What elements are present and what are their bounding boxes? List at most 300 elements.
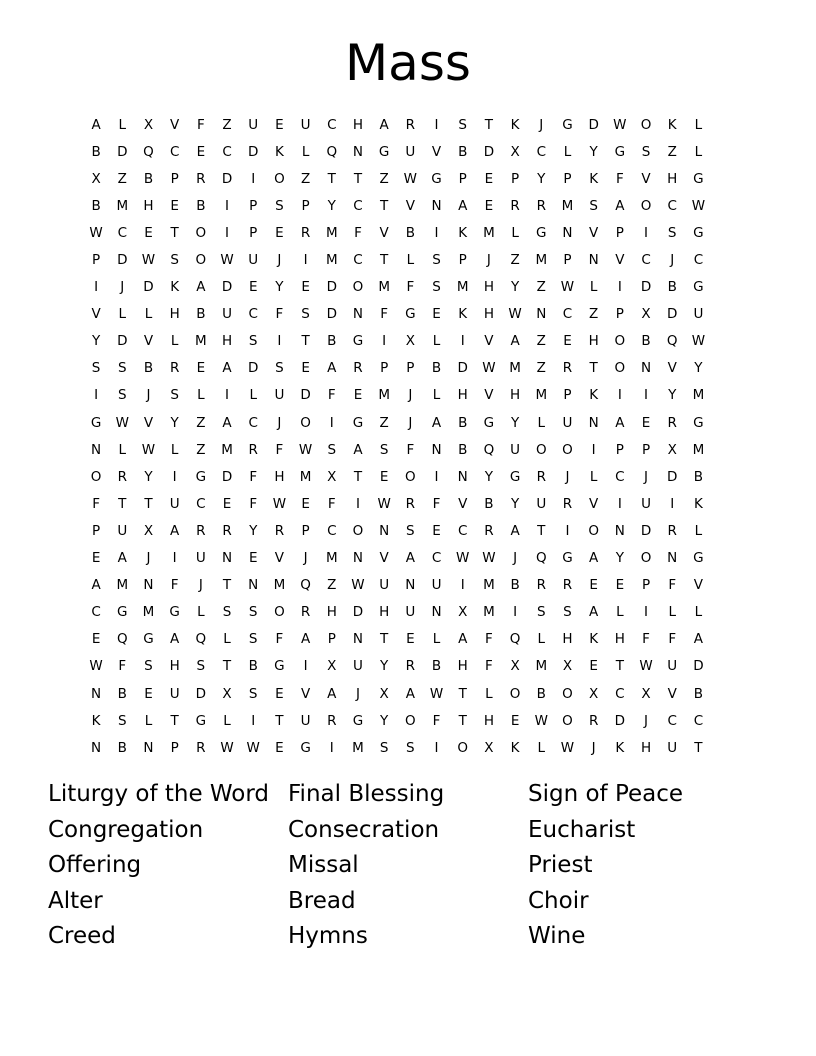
grid-letter: A	[405, 550, 415, 567]
grid-letter: C	[169, 143, 180, 160]
grid-letter: O	[274, 604, 285, 621]
grid-letter: S	[641, 143, 651, 160]
grid-letter: Y	[510, 414, 520, 431]
grid-letter: L	[537, 631, 546, 648]
grid-letter: I	[94, 387, 99, 404]
grid-letter: U	[353, 658, 363, 675]
grid-letter: I	[617, 495, 622, 512]
grid-letter: Z	[536, 279, 546, 296]
grid-letter: L	[589, 468, 598, 485]
grid-letter: I	[644, 604, 649, 621]
grid-letter: V	[379, 550, 389, 567]
grid-letter: N	[588, 252, 599, 269]
grid-letter: G	[509, 468, 521, 485]
grid-letter: Y	[170, 414, 179, 431]
grid-letter: F	[249, 468, 258, 485]
grid-row	[83, 409, 733, 436]
grid-letter: N	[588, 414, 599, 431]
grid-letter: V	[458, 495, 468, 512]
grid-letter: S	[91, 360, 101, 377]
grid-letter: J	[146, 550, 151, 567]
grid-letter: A	[431, 414, 442, 431]
grid-letter: C	[693, 712, 704, 729]
grid-letter: F	[406, 441, 415, 458]
grid-letter: G	[117, 604, 128, 621]
grid-letter: G	[195, 468, 207, 485]
grid-letter: B	[431, 658, 442, 675]
grid-letter: C	[91, 604, 101, 621]
grid-letter: P	[458, 252, 467, 269]
grid-letter: I	[303, 252, 308, 269]
grid-letter: R	[248, 441, 258, 458]
grid-letter: P	[92, 522, 101, 539]
grid-letter: S	[327, 441, 337, 458]
grid-letter: V	[667, 685, 677, 702]
grid-letter: S	[275, 197, 284, 214]
grid-letter: G	[405, 306, 416, 323]
grid-letter: E	[432, 522, 441, 539]
grid-letter: J	[644, 712, 649, 729]
grid-letter: J	[146, 387, 151, 404]
grid-letter: X	[458, 604, 468, 621]
grid-letter: G	[693, 170, 704, 187]
grid-letter: L	[537, 414, 546, 431]
grid-letter: R	[300, 224, 311, 241]
grid-letter: N	[143, 739, 154, 756]
grid-letter: R	[196, 522, 206, 539]
grid-letter: X	[143, 116, 154, 133]
grid-letter: F	[485, 658, 493, 675]
grid-letter: T	[353, 170, 363, 187]
grid-letter: A	[379, 116, 389, 133]
grid-letter: G	[562, 116, 573, 133]
grid-letter: Q	[535, 550, 547, 567]
grid-letter: M	[535, 658, 548, 675]
grid-letter: C	[248, 414, 258, 431]
grid-letter: A	[589, 604, 599, 621]
grid-letter: G	[352, 414, 364, 431]
grid-letter: X	[510, 658, 520, 675]
grid-letter: N	[614, 522, 625, 539]
grid-letter: T	[458, 685, 467, 702]
grid-letter: N	[248, 577, 259, 594]
grid-letter: G	[693, 279, 704, 296]
grid-letter: V	[170, 116, 180, 133]
grid-letter: M	[273, 577, 286, 594]
grid-letter: S	[248, 604, 258, 621]
grid-letter: Y	[510, 279, 520, 296]
grid-letter: D	[221, 468, 233, 485]
grid-letter: S	[222, 604, 232, 621]
grid-letter: S	[458, 116, 467, 133]
word-list	[48, 777, 788, 955]
grid-row	[83, 219, 733, 246]
grid-letter: R	[562, 360, 573, 377]
word-list-item: Consecration	[288, 816, 440, 843]
grid-letter: S	[275, 360, 284, 377]
grid-letter: I	[460, 577, 465, 594]
grid-row	[83, 274, 733, 301]
grid-letter: L	[432, 387, 441, 404]
grid-letter: F	[432, 495, 441, 512]
grid-letter: W	[220, 739, 234, 756]
grid-letter: E	[248, 550, 258, 567]
grid-letter: R	[667, 522, 677, 539]
grid-letter: B	[248, 658, 258, 675]
grid-letter: L	[432, 631, 441, 648]
grid-letter: Q	[143, 143, 154, 160]
grid-letter: Y	[380, 658, 389, 675]
grid-letter: J	[486, 252, 491, 269]
grid-letter: M	[509, 360, 521, 377]
grid-letter: E	[91, 550, 101, 567]
grid-letter: W	[141, 252, 156, 269]
grid-letter: F	[275, 306, 284, 323]
grid-letter: B	[117, 739, 127, 756]
grid-letter: E	[301, 495, 310, 512]
grid-letter: P	[92, 252, 101, 269]
grid-letter: G	[300, 739, 311, 756]
grid-letter: T	[222, 577, 232, 594]
grid-letter: W	[141, 441, 156, 458]
grid-letter: L	[511, 224, 519, 241]
grid-letter: A	[353, 441, 363, 458]
grid-letter: J	[355, 685, 360, 702]
grid-letter: D	[667, 468, 678, 485]
grid-letter: G	[693, 550, 704, 567]
grid-letter: L	[118, 116, 127, 133]
grid-letter: W	[89, 224, 103, 241]
grid-letter: G	[614, 143, 626, 160]
grid-letter: T	[484, 116, 494, 133]
grid-letter: A	[170, 631, 180, 648]
grid-letter: O	[614, 333, 626, 350]
grid-letter: M	[195, 333, 207, 350]
grid-letter: A	[91, 577, 101, 594]
grid-letter: D	[352, 604, 364, 621]
grid-letter: B	[667, 279, 677, 296]
grid-letter: V	[589, 224, 599, 241]
grid-letter: H	[457, 658, 468, 675]
grid-letter: E	[275, 739, 284, 756]
grid-letter: V	[143, 414, 154, 431]
grid-letter: B	[641, 333, 651, 350]
grid-letter: I	[172, 468, 177, 485]
grid-letter: U	[117, 522, 128, 539]
grid-letter: S	[536, 604, 546, 621]
grid-letter: C	[353, 197, 363, 214]
grid-letter: E	[196, 143, 206, 160]
grid-letter: L	[616, 604, 624, 621]
grid-letter: M	[325, 224, 338, 241]
grid-letter: D	[195, 685, 207, 702]
grid-letter: S	[248, 333, 258, 350]
grid-letter: M	[116, 577, 129, 594]
grid-letter: U	[405, 143, 416, 160]
grid-letter: O	[535, 441, 547, 458]
grid-letter: X	[405, 333, 415, 350]
grid-letter: L	[301, 143, 310, 160]
grid-letter: D	[614, 712, 626, 729]
grid-letter: O	[640, 116, 652, 133]
grid-letter: V	[484, 387, 494, 404]
grid-letter: L	[223, 631, 231, 648]
grid-letter: R	[327, 712, 337, 729]
grid-letter: M	[325, 550, 338, 567]
grid-row	[83, 463, 733, 490]
grid-letter: K	[510, 739, 520, 756]
grid-letter: N	[379, 522, 390, 539]
grid-letter: M	[483, 604, 495, 621]
grid-letter: T	[301, 333, 310, 350]
grid-letter: L	[170, 333, 179, 350]
grid-letter: X	[91, 170, 101, 187]
grid-letter: P	[301, 522, 310, 539]
grid-letter: H	[483, 279, 494, 296]
grid-letter: F	[249, 495, 258, 512]
grid-letter: F	[327, 387, 336, 404]
grid-letter: I	[670, 495, 675, 512]
grid-letter: I	[251, 170, 256, 187]
grid-letter: X	[484, 739, 494, 756]
grid-letter: I	[225, 387, 230, 404]
grid-letter: O	[195, 252, 207, 269]
grid-letter: S	[667, 224, 677, 241]
grid-letter: I	[644, 224, 649, 241]
grid-letter: N	[91, 685, 102, 702]
grid-letter: E	[301, 360, 310, 377]
grid-letter: F	[92, 495, 100, 512]
grid-letter: M	[535, 387, 548, 404]
grid-letter: E	[91, 631, 101, 648]
grid-row	[83, 111, 733, 138]
grid-letter: V	[300, 685, 311, 702]
grid-letter: Z	[379, 170, 389, 187]
grid-letter: U	[693, 306, 704, 323]
grid-letter: N	[352, 306, 364, 323]
grid-letter: K	[458, 224, 468, 241]
grid-letter: U	[195, 550, 206, 567]
grid-letter: M	[456, 279, 469, 296]
grid-letter: P	[327, 631, 336, 648]
word-list-item: Offering	[48, 852, 142, 878]
grid-letter: G	[195, 712, 207, 729]
grid-letter: H	[143, 197, 154, 214]
grid-letter: V	[693, 577, 704, 594]
grid-letter: V	[405, 197, 415, 214]
grid-letter: I	[277, 333, 282, 350]
grid-letter: I	[329, 739, 334, 756]
grid-letter: P	[511, 170, 520, 187]
grid-letter: R	[510, 197, 520, 214]
grid-letter: P	[563, 387, 572, 404]
grid-letter: O	[614, 360, 626, 377]
word-list-item: Liturgy of the Word	[48, 781, 270, 807]
grid-letter: X	[562, 658, 573, 675]
grid-letter: C	[615, 468, 625, 485]
grid-row	[83, 436, 733, 463]
grid-letter: R	[405, 658, 416, 675]
grid-letter: Y	[380, 712, 389, 729]
grid-letter: A	[510, 522, 520, 539]
grid-letter: O	[640, 197, 652, 214]
grid-letter: V	[641, 170, 651, 187]
grid-letter: H	[562, 631, 573, 648]
grid-letter: I	[225, 224, 230, 241]
grid-letter: G	[562, 550, 573, 567]
grid-letter: D	[588, 116, 599, 133]
grid-letter: T	[380, 252, 389, 269]
grid-letter: F	[432, 712, 441, 729]
grid-letter: I	[617, 387, 622, 404]
grid-letter: Y	[589, 143, 598, 160]
grid-letter: W	[508, 306, 522, 323]
grid-letter: X	[589, 685, 599, 702]
grid-letter: B	[196, 306, 206, 323]
grid-letter: H	[379, 604, 390, 621]
grid-letter: S	[432, 279, 441, 296]
grid-row	[83, 626, 733, 653]
grid-letter: U	[300, 116, 311, 133]
grid-letter: X	[143, 522, 154, 539]
grid-letter: W	[115, 414, 129, 431]
grid-letter: L	[144, 712, 153, 729]
grid-letter: B	[510, 577, 520, 594]
grid-letter: L	[118, 441, 127, 458]
grid-letter: F	[668, 577, 677, 594]
grid-letter: T	[458, 712, 467, 729]
grid-letter: R	[353, 360, 363, 377]
grid-letter: U	[405, 604, 416, 621]
grid-letter: W	[351, 577, 365, 594]
grid-letter: D	[221, 279, 233, 296]
grid-letter: N	[536, 306, 547, 323]
grid-letter: E	[641, 414, 651, 431]
grid-letter: E	[589, 658, 598, 675]
grid-letter: W	[482, 360, 496, 377]
grid-letter: S	[379, 441, 389, 458]
grid-letter: M	[483, 224, 495, 241]
grid-letter: G	[483, 414, 495, 431]
word-list-item: Creed	[48, 923, 116, 949]
grid-letter: F	[668, 631, 677, 648]
grid-letter: N	[431, 197, 442, 214]
grid-letter: I	[172, 550, 177, 567]
grid-letter: W	[613, 116, 627, 133]
grid-letter: H	[169, 306, 180, 323]
grid-letter: V	[379, 224, 389, 241]
grid-letter: T	[615, 658, 624, 675]
grid-letter: W	[298, 441, 313, 458]
grid-letter: I	[434, 224, 439, 241]
grid-letter: H	[352, 116, 364, 133]
grid-row	[83, 517, 733, 544]
grid-letter: D	[326, 306, 337, 323]
grid-letter: C	[222, 143, 232, 160]
grid-letter: Y	[91, 333, 101, 350]
grid-letter: B	[327, 333, 337, 350]
grid-letter: O	[274, 170, 285, 187]
grid-letter: T	[144, 495, 153, 512]
grid-letter: J	[408, 387, 413, 404]
grid-letter: K	[615, 739, 625, 756]
grid-letter: D	[640, 279, 652, 296]
grid-letter: O	[640, 550, 652, 567]
grid-letter: X	[222, 685, 232, 702]
grid-letter: W	[560, 739, 575, 756]
grid-letter: D	[457, 360, 468, 377]
grid-letter: L	[694, 522, 703, 539]
grid-letter: D	[693, 658, 704, 675]
grid-letter: T	[589, 360, 598, 377]
grid-letter: C	[327, 522, 337, 539]
grid-letter: E	[484, 170, 494, 187]
grid-letter: S	[117, 712, 127, 729]
grid-letter: R	[169, 360, 180, 377]
grid-letter: F	[615, 170, 624, 187]
grid-letter: X	[641, 685, 651, 702]
grid-letter: J	[303, 550, 308, 567]
grid-letter: B	[693, 685, 704, 702]
grid-letter: A	[589, 550, 599, 567]
grid-letter: K	[458, 306, 468, 323]
grid-letter: I	[591, 441, 596, 458]
grid-letter: B	[91, 143, 101, 160]
grid-letter: S	[248, 631, 258, 648]
grid-letter: P	[170, 739, 179, 756]
grid-letter: S	[432, 252, 441, 269]
grid-letter: C	[562, 306, 573, 323]
grid-letter: V	[589, 495, 599, 512]
grid-letter: E	[144, 685, 153, 702]
grid-letter: U	[274, 387, 285, 404]
grid-letter: P	[615, 306, 624, 323]
grid-letter: W	[89, 658, 103, 675]
grid-letter: J	[644, 468, 649, 485]
grid-letter: Y	[144, 468, 153, 485]
grid-letter: A	[405, 685, 415, 702]
grid-letter: N	[91, 441, 102, 458]
grid-letter: I	[460, 333, 465, 350]
grid-letter: Y	[327, 197, 336, 214]
grid-letter: I	[565, 522, 570, 539]
grid-letter: E	[275, 116, 284, 133]
grid-letter: B	[405, 224, 415, 241]
grid-letter: M	[325, 252, 338, 269]
grid-letter: G	[352, 333, 364, 350]
grid-letter: R	[588, 712, 599, 729]
grid-letter: I	[225, 197, 230, 214]
grid-letter: R	[196, 170, 206, 187]
grid-letter: V	[143, 333, 154, 350]
grid-letter: Q	[483, 441, 495, 458]
grid-letter: A	[615, 414, 625, 431]
grid-letter: V	[615, 252, 625, 269]
grid-letter: L	[485, 685, 493, 702]
grid-letter: A	[300, 631, 311, 648]
grid-letter: N	[431, 604, 442, 621]
grid-letter: T	[353, 468, 363, 485]
grid-letter: M	[378, 279, 390, 296]
grid-letter: F	[275, 441, 284, 458]
grid-letter: U	[169, 495, 180, 512]
grid-letter: Z	[327, 577, 337, 594]
grid-letter: A	[693, 631, 704, 648]
grid-letter: K	[170, 279, 180, 296]
grid-letter: W	[691, 197, 706, 214]
grid-letter: F	[406, 279, 415, 296]
grid-row	[83, 382, 733, 409]
